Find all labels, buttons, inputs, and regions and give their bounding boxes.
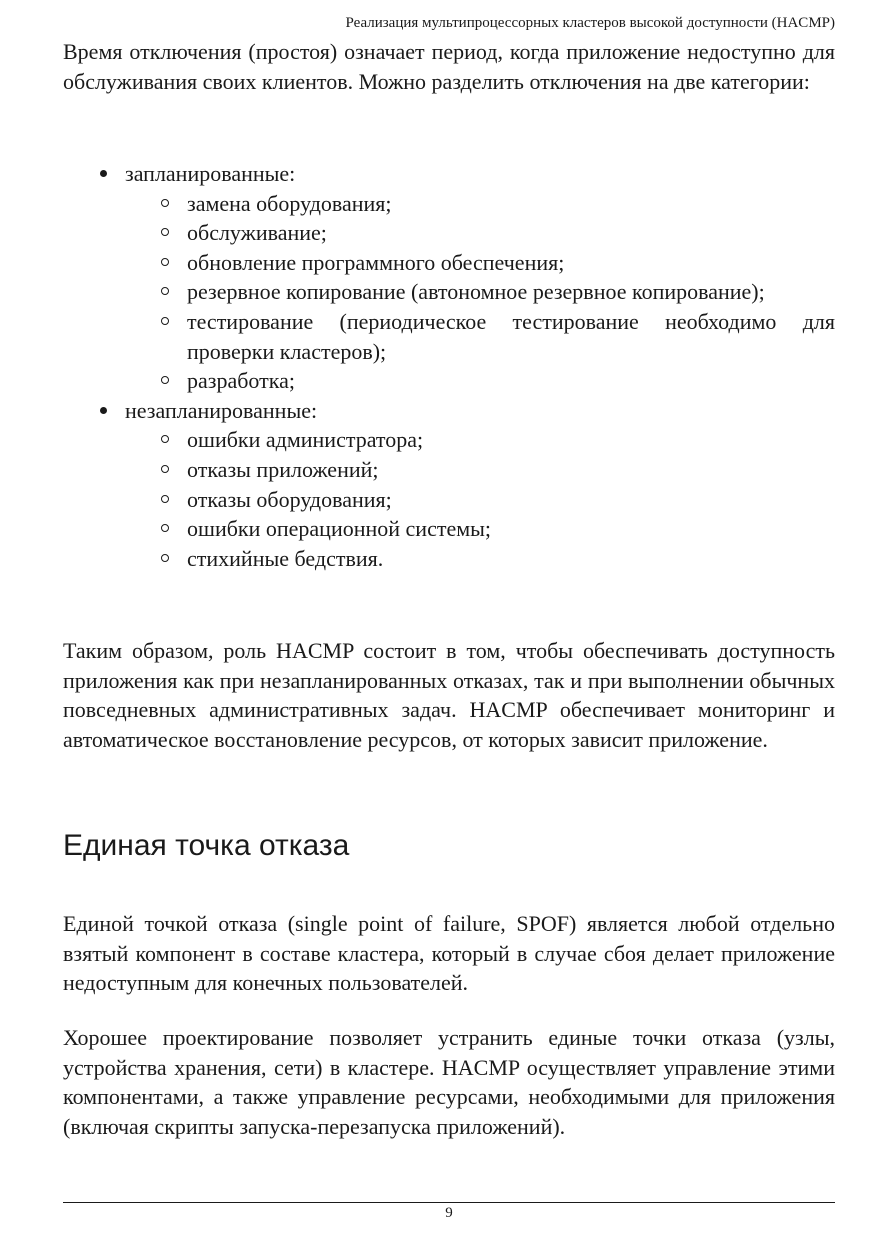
circle-bullet-icon — [161, 435, 169, 443]
list-item-text: отказы приложений; — [187, 456, 379, 482]
design-paragraph: Хорошее проектирование позволяет устранить единые точки отказа (узлы, устройства хранения, сети) в кластере. HACMP осуществляет управление этими компонентами, а также управление ресурсами, необходимыми для приложения (включая скрипты запуска-перезапуска приложений). — [63, 1025, 835, 1139]
circle-bullet-icon — [161, 524, 169, 532]
list-item-text: тестирование (периодическое тестирование необходимо для проверки кластеров); — [187, 308, 835, 364]
list-item-text: резервное копирование (автономное резервное копирование); — [187, 279, 765, 305]
list-item-text: отказы оборудования; — [187, 486, 392, 512]
circle-bullet-icon — [161, 317, 169, 325]
bullet-icon — [100, 170, 107, 177]
role-paragraph: Таким образом, роль HACMP состоит в том, чтобы обеспечивать доступность приложения как при незапланированных отказах, так и при выполнении обычных повседневных административных задач. HACMP обеспечивает мониторинг и автоматическое восстановление ресурсов, от которых зависит приложение. — [63, 638, 835, 752]
list-item — [125, 366, 835, 396]
list-item-text: ошибки администратора; — [187, 427, 424, 453]
list-item-text: обновление программного обеспечения; — [187, 249, 565, 275]
category-label: запланированные: — [125, 161, 296, 186]
list-item — [125, 485, 835, 515]
circle-bullet-icon — [161, 287, 169, 295]
spof-paragraph: Единой точкой отказа (single point of failure, SPOF) является любой отдельно взятый компонент в составе кластера, который в случае сбоя делает приложение недоступным для конечных пользователей. — [63, 911, 835, 996]
list-item — [125, 189, 835, 219]
downtime-categories-list — [63, 159, 835, 573]
running-header: Реализация мультипроцессорных кластеров высокой доступности (HACMP) — [345, 15, 835, 31]
list-item — [125, 307, 835, 366]
intro-paragraph: Время отключения (простоя) означает период, когда приложение недоступно для обслуживания своих клиентов. Можно разделить отключения на две категории: — [63, 39, 835, 94]
category-unplanned — [63, 396, 835, 574]
circle-bullet-icon — [161, 465, 169, 473]
list-item-text: замена оборудования; — [187, 190, 392, 216]
page-number: 9 — [445, 1205, 453, 1221]
list-item — [125, 514, 835, 544]
section-heading: Единая точка отказа — [63, 829, 350, 862]
list-item — [125, 248, 835, 278]
list-item-text: разработка; — [187, 368, 295, 394]
list-item-text: обслуживание; — [187, 220, 327, 246]
category-label: незапланированные: — [125, 397, 318, 423]
circle-bullet-icon — [161, 228, 169, 236]
list-item — [125, 425, 835, 455]
circle-bullet-icon — [161, 258, 169, 266]
bullet-icon — [100, 407, 107, 414]
list-item-text: ошибки операционной системы; — [187, 516, 492, 542]
circle-bullet-icon — [161, 495, 169, 503]
circle-bullet-icon — [161, 554, 169, 562]
list-item — [125, 544, 835, 574]
footer-divider — [63, 1202, 835, 1203]
list-item — [125, 455, 835, 485]
circle-bullet-icon — [161, 199, 169, 207]
list-item — [125, 277, 835, 307]
list-item-text: стихийные бедствия. — [187, 545, 384, 571]
category-planned — [63, 159, 835, 396]
list-item — [125, 218, 835, 248]
circle-bullet-icon — [161, 376, 169, 384]
unplanned-items-list — [125, 425, 835, 573]
planned-items-list — [125, 189, 835, 396]
